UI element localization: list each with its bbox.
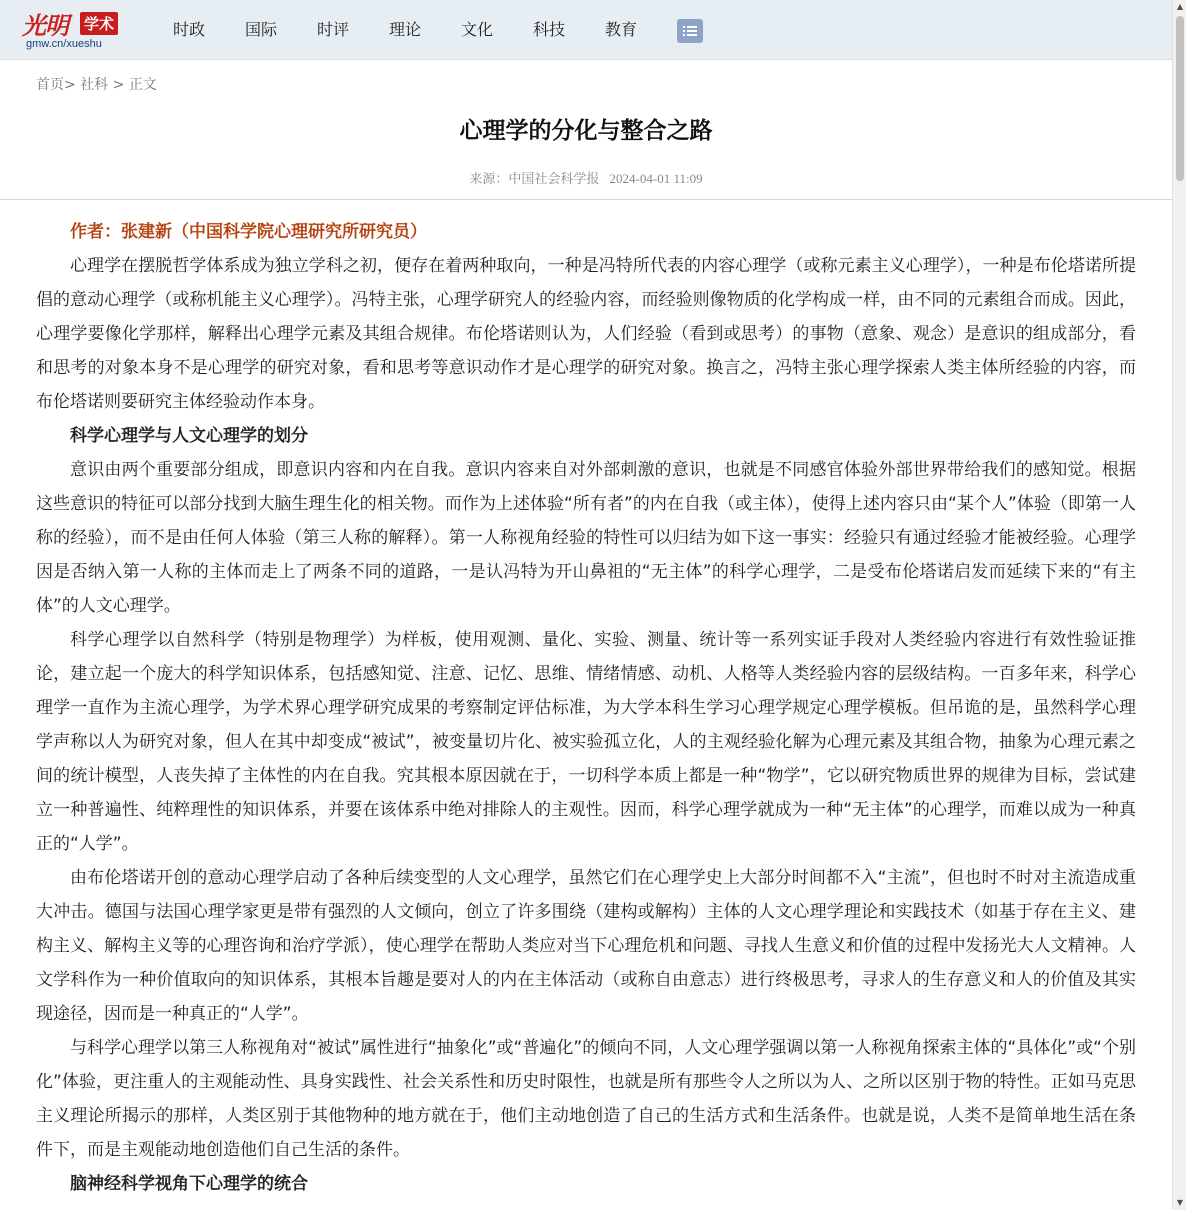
article-paragraph: 科学心理学以自然科学（特别是物理学）为样板，使用观测、量化、实验、测量、统计等一系列实证手段对人类经验内容进行有效性验证推论，建立起一个庞大的科学知识体系，包括感知觉、注意、记忆、思维、情绪情感、动机、人格等人类经验内容的层级结构。一百多年来，科学心理学一直作为主流心理学，为学术界心理学研究成果的考察制定评估标准，为大学本科生学习心理学规定心理学模板。但吊诡的是，虽然科学心理学声称以人为研究对象，但人在其中却变成“被试”，被变量切片化、被实验孤立化，人的主观经验化解为心理元素及其组合物，抽象为心理元素之间的统计模型，人丧失掉了主体性的内在自我。究其根本原因就在于，一切科学本质上都是一种“物学”，它以研究物质世界的规律为目标，尝试建立一种普遍性、纯粹理性的知识体系，并要在该体系中绝对排除人的主观性。因而，科学心理学就成为一种“无主体”的心理学，而难以成为一种真正的“人学”。 bbox=[36, 630, 1136, 854]
site-logo[interactable] bbox=[22, 6, 132, 52]
article-date: 2024-04-01 11:09 bbox=[609, 171, 703, 186]
section-heading: 脑神经科学视角下心理学的统合 bbox=[70, 1174, 308, 1194]
main-nav bbox=[153, 0, 657, 60]
page-title: 心理学的分化与整合之路 bbox=[459, 118, 713, 144]
header-divider bbox=[0, 199, 1172, 200]
breadcrumb bbox=[36, 74, 157, 94]
article-source: 来源：中国社会科学报 bbox=[469, 172, 600, 187]
scrollbar-thumb[interactable] bbox=[1176, 16, 1184, 181]
breadcrumb-section-link[interactable]: 社科 bbox=[80, 77, 109, 93]
section-heading: 科学心理学与人文心理学的划分 bbox=[70, 426, 308, 446]
nav-item-politics[interactable]: 时政 bbox=[172, 20, 205, 39]
article-author: 作者：张建新（中国科学院心理研究所研究员） bbox=[70, 222, 427, 242]
article-paragraph: 心理学在摆脱哲学体系成为独立学科之初，便存在着两种取向，一种是冯特所代表的内容心理学（或称元素主义心理学），一种是布伦塔诺所提倡的意动心理学（或称机能主义心理学）。冯特主张，心理学研究人的经验内容，而经验则像物质的化学构成一样，由不同的元素组合而成。因此，心理学要像化学那样，解释出心理学元素及其组合规律。布伦塔诺则认为，人们经验（看到或思考）的事物（意象、观念）是意识的组成部分，看和思考的对象本身不是心理学的研究对象，看和思考等意识动作才是心理学的研究对象。换言之，冯特主张心理学探索人类主体所经验的内容，而布伦塔诺则要研究主体经验动作本身。 bbox=[36, 256, 1136, 412]
scroll-up-arrow-icon[interactable]: ▲ bbox=[1176, 2, 1184, 11]
article-paragraph: 由布伦塔诺开创的意动心理学启动了各种后续变型的人文心理学，虽然它们在心理学史上大部分时间都不入“主流”，但也时不时对主流造成重大冲击。德国与法国心理学家更是带有强烈的人文倾向，创立了许多围绕（建构或解构）主体的人文心理学理论和实践技术（如基于存在主义、建构主义、解构主义等的心理咨询和治疗学派），使心理学在帮助人类应对当下心理危机和问题、寻找人生意义和价值的过程中发扬光大人文精神。人文学科作为一种价值取向的知识体系，其根本旨趣是要对人的内在主体活动（或称自由意志）进行终极思考，寻求人的生存意义和人的价值及其实现途径，因而是一种真正的“人学”。 bbox=[36, 868, 1136, 1024]
article-paragraph: 与科学心理学以第三人称视角对“被试”属性进行“抽象化”或“普遍化”的倾向不同，人文心理学强调以第一人称视角探索主体的“具体化”或“个别化”体验，更注重人的主观能动性、具身实践性、社会关系性和历史时限性，也就是所有那些令人之所以为人、之所以区别于物的特性。正如马克思主义理论所揭示的那样，人类区别于其他物种的地方就在于，他们主动地创造了自己的生活方式和生活条件。也就是说，人类不是简单地生活在条件下，而是主观能动地创造他们自己生活的条件。 bbox=[36, 1038, 1136, 1160]
breadcrumb-current: 正文 bbox=[128, 77, 157, 93]
nav-item-education[interactable]: 教育 bbox=[604, 20, 637, 39]
nav-item-international[interactable]: 国际 bbox=[244, 20, 277, 39]
scroll-down-arrow-icon[interactable]: ▼ bbox=[1176, 1198, 1184, 1207]
breadcrumb-separator: > bbox=[112, 77, 125, 93]
top-navigation-bar bbox=[0, 0, 1172, 60]
breadcrumb-separator: > bbox=[64, 77, 76, 93]
list-menu-icon[interactable] bbox=[677, 19, 703, 43]
nav-item-commentary[interactable]: 时评 bbox=[316, 20, 349, 39]
article-paragraph: 意识由两个重要部分组成，即意识内容和内在自我。意识内容来自对外部刺激的意识，也就是不同感官体验外部世界带给我们的感知觉。根据这些意识的特征可以部分找到大脑生理生化的相关物。而作为上述体验“所有者”的内在自我（或主体），使得上述内容只由“某个人”体验（即第一人称的经验），而不是由任何人体验（第三人称的解释）。第一人称视角经验的特性可以归结为如下这一事实：经验只有通过经验才能被经验。心理学因是否纳入第一人称的主体而走上了两条不同的道路，一是认冯特为开山鼻祖的“无主体”的科学心理学，二是受布伦塔诺启发而延续下来的“有主体”的人文心理学。 bbox=[36, 460, 1136, 616]
article-body bbox=[36, 215, 1136, 1201]
nav-item-technology[interactable]: 科技 bbox=[532, 20, 565, 39]
logo-section-tag: 学术 bbox=[80, 12, 118, 35]
breadcrumb-home-link[interactable]: 首页 bbox=[36, 77, 64, 93]
nav-item-culture[interactable]: 文化 bbox=[460, 20, 493, 39]
article-meta bbox=[0, 168, 1172, 187]
nav-item-theory[interactable]: 理论 bbox=[388, 20, 421, 39]
logo-domain-text: gmw.cn/xueshu bbox=[26, 38, 102, 50]
logo-brand-text: 光明 bbox=[22, 11, 68, 40]
page-scrollbar[interactable] bbox=[1172, 0, 1186, 1210]
